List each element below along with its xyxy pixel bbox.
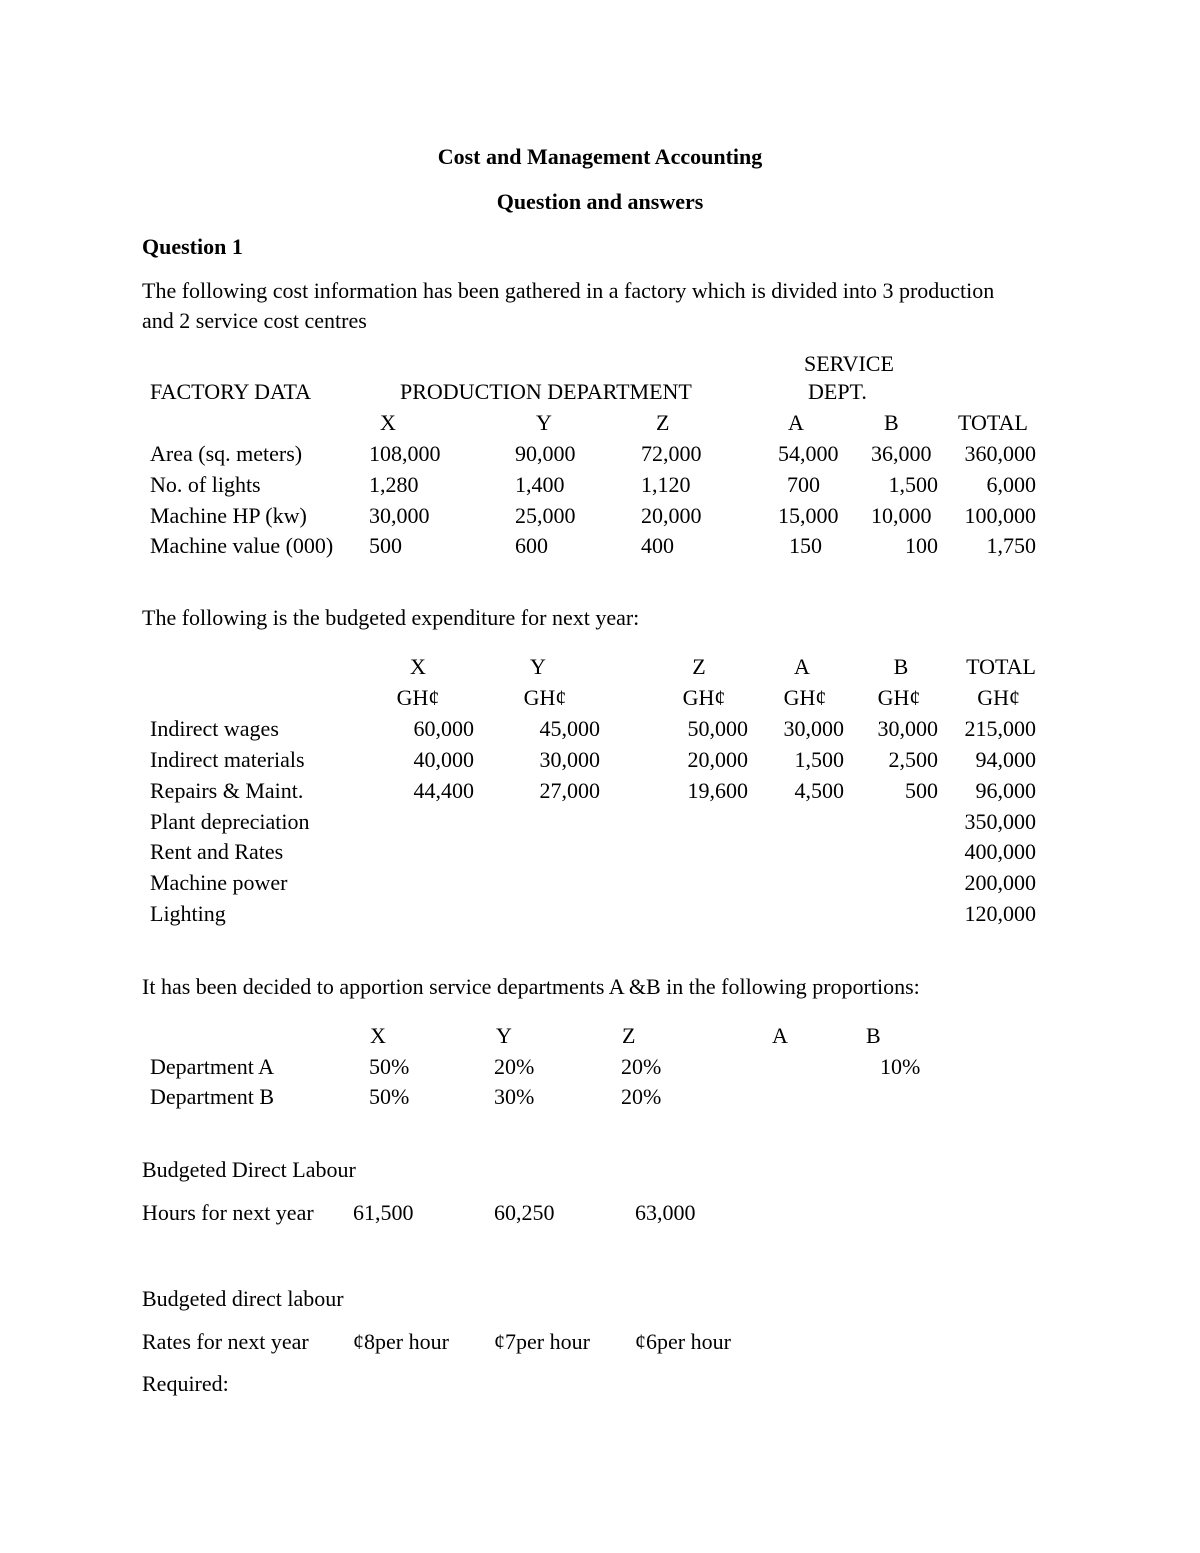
budget-row-label: Lighting [150, 901, 226, 926]
apportion-col-a: A [772, 1023, 788, 1048]
apportion-col-z: Z [622, 1023, 636, 1048]
budget-col-a: A [794, 654, 810, 679]
budget-cell: 1,500 [794, 747, 844, 772]
budget-row-label: Machine power [150, 870, 288, 895]
budget-col-y: Y [530, 654, 546, 679]
factory-cell: 1,500 [888, 472, 938, 497]
apportion-cell: 50% [369, 1054, 410, 1079]
page-title: Cost and Management Accounting [437, 144, 763, 169]
budget-currency: GH¢ [877, 685, 921, 710]
budget-cell: 40,000 [413, 747, 474, 772]
apportion-cell: 30% [494, 1084, 535, 1109]
budget-cell: 50,000 [687, 716, 748, 741]
budget-col-total: TOTAL [966, 654, 1036, 679]
factory-cell: 36,000 [871, 441, 932, 466]
budget-col-b: B [893, 654, 909, 679]
question-heading: Question 1 [142, 234, 243, 259]
factory-col-x: X [380, 410, 396, 435]
budget-cell-total: 350,000 [964, 809, 1036, 834]
budget-cell: 19,600 [687, 778, 748, 803]
budget-cell: 20,000 [687, 747, 748, 772]
factory-row-label: Machine HP (kw) [150, 503, 307, 528]
factory-cell: 500 [369, 533, 402, 558]
apportion-cell: 50% [369, 1084, 410, 1109]
labour-hours-value: 63,000 [635, 1200, 696, 1225]
apportion-cell: 20% [494, 1054, 535, 1079]
factory-row-label: Area (sq. meters) [150, 441, 303, 466]
labour-hours-label: Hours for next year [142, 1200, 314, 1225]
factory-col-z: Z [656, 410, 670, 435]
budget-row-label: Repairs & Maint. [150, 778, 304, 803]
budget-row-label: Indirect materials [150, 747, 305, 772]
factory-cell: 10,000 [871, 503, 932, 528]
budget-cell: 4,500 [794, 778, 844, 803]
budget-row-label: Indirect wages [150, 716, 279, 741]
budget-cell: 2,500 [888, 747, 938, 772]
factory-cell: 700 [787, 472, 820, 497]
apportion-cell: 20% [621, 1084, 662, 1109]
labour-hours-value: 60,250 [494, 1200, 555, 1225]
labour-rates-label: Rates for next year [142, 1329, 309, 1354]
budget-cell-total: 215,000 [964, 716, 1036, 741]
budget-cell-total: 96,000 [975, 778, 1036, 803]
factory-cell-total: 100,000 [964, 503, 1036, 528]
intro-line-1: The following cost information has been gathered in a factory which is divided into 3 production [142, 278, 995, 303]
factory-cell: 100 [905, 533, 938, 558]
budget-cell: 30,000 [783, 716, 844, 741]
factory-col-a: A [788, 410, 804, 435]
intro-line-2: and 2 service cost centres [142, 308, 367, 333]
budget-currency: GH¢ [977, 685, 1020, 710]
budget-col-z: Z [692, 654, 706, 679]
apportion-col-x: X [370, 1023, 386, 1048]
budget-cell: 27,000 [539, 778, 600, 803]
budget-currency: GH¢ [783, 685, 827, 710]
budget-cell: 44,400 [413, 778, 474, 803]
factory-row-label: No. of lights [150, 472, 261, 497]
factory-col-b: B [884, 410, 899, 435]
apportion-cell: 20% [621, 1054, 662, 1079]
labour-rate-value: ¢6per hour [635, 1329, 731, 1354]
budget-intro: The following is the budgeted expenditure for next year: [142, 605, 640, 630]
factory-cell: 72,000 [641, 441, 702, 466]
factory-cell: 30,000 [369, 503, 430, 528]
factory-cell: 15,000 [778, 503, 839, 528]
labour-rate-value: ¢8per hour [353, 1329, 449, 1354]
factory-cell: 25,000 [515, 503, 576, 528]
budget-cell: 60,000 [413, 716, 474, 741]
budget-cell-total: 94,000 [975, 747, 1036, 772]
budget-col-x: X [410, 654, 426, 679]
budget-cell: 30,000 [877, 716, 938, 741]
required-label: Required: [142, 1371, 229, 1396]
factory-cell: 20,000 [641, 503, 702, 528]
factory-cell-total: 360,000 [964, 441, 1036, 466]
factory-cell: 1,280 [369, 472, 419, 497]
labour-hours-heading: Budgeted Direct Labour [142, 1157, 356, 1182]
factory-col-total: TOTAL [958, 410, 1028, 435]
factory-cell: 400 [641, 533, 674, 558]
budget-row-label: Rent and Rates [150, 839, 284, 864]
budget-row-label: Plant depreciation [150, 809, 310, 834]
factory-cell: 54,000 [778, 441, 839, 466]
apportion-col-y: Y [496, 1023, 512, 1048]
factory-cell-total: 6,000 [986, 472, 1036, 497]
labour-rates-heading: Budgeted direct labour [142, 1286, 344, 1311]
factory-cell: 108,000 [369, 441, 441, 466]
production-department-label: PRODUCTION DEPARTMENT [400, 379, 692, 404]
apportion-row-label: Department A [150, 1054, 275, 1079]
budget-cell-total: 400,000 [964, 839, 1036, 864]
budget-cell: 500 [905, 778, 938, 803]
factory-col-y: Y [536, 410, 552, 435]
budget-currency: GH¢ [523, 685, 567, 710]
budget-cell: 30,000 [539, 747, 600, 772]
apportion-row-label: Department B [150, 1084, 275, 1109]
budget-currency: GH¢ [396, 685, 440, 710]
factory-cell: 1,120 [641, 472, 691, 497]
factory-cell: 1,400 [515, 472, 565, 497]
apportion-cell: 10% [880, 1054, 921, 1079]
service-label-1: SERVICE [804, 351, 894, 376]
budget-cell-total: 120,000 [964, 901, 1036, 926]
labour-rate-value: ¢7per hour [494, 1329, 590, 1354]
budget-cell: 45,000 [539, 716, 600, 741]
budget-cell-total: 200,000 [964, 870, 1036, 895]
factory-cell: 150 [789, 533, 822, 558]
page-subtitle: Question and answers [496, 189, 704, 214]
factory-data-label: FACTORY DATA [150, 379, 312, 404]
service-label-2: DEPT. [808, 379, 867, 404]
labour-hours-value: 61,500 [353, 1200, 414, 1225]
factory-cell-total: 1,750 [986, 533, 1036, 558]
apportion-intro: It has been decided to apportion service departments A &B in the following proportions: [142, 974, 920, 999]
budget-currency: GH¢ [682, 685, 726, 710]
factory-row-label: Machine value (000) [150, 533, 334, 558]
apportion-col-b: B [866, 1023, 881, 1048]
factory-cell: 600 [515, 533, 548, 558]
factory-cell: 90,000 [515, 441, 576, 466]
